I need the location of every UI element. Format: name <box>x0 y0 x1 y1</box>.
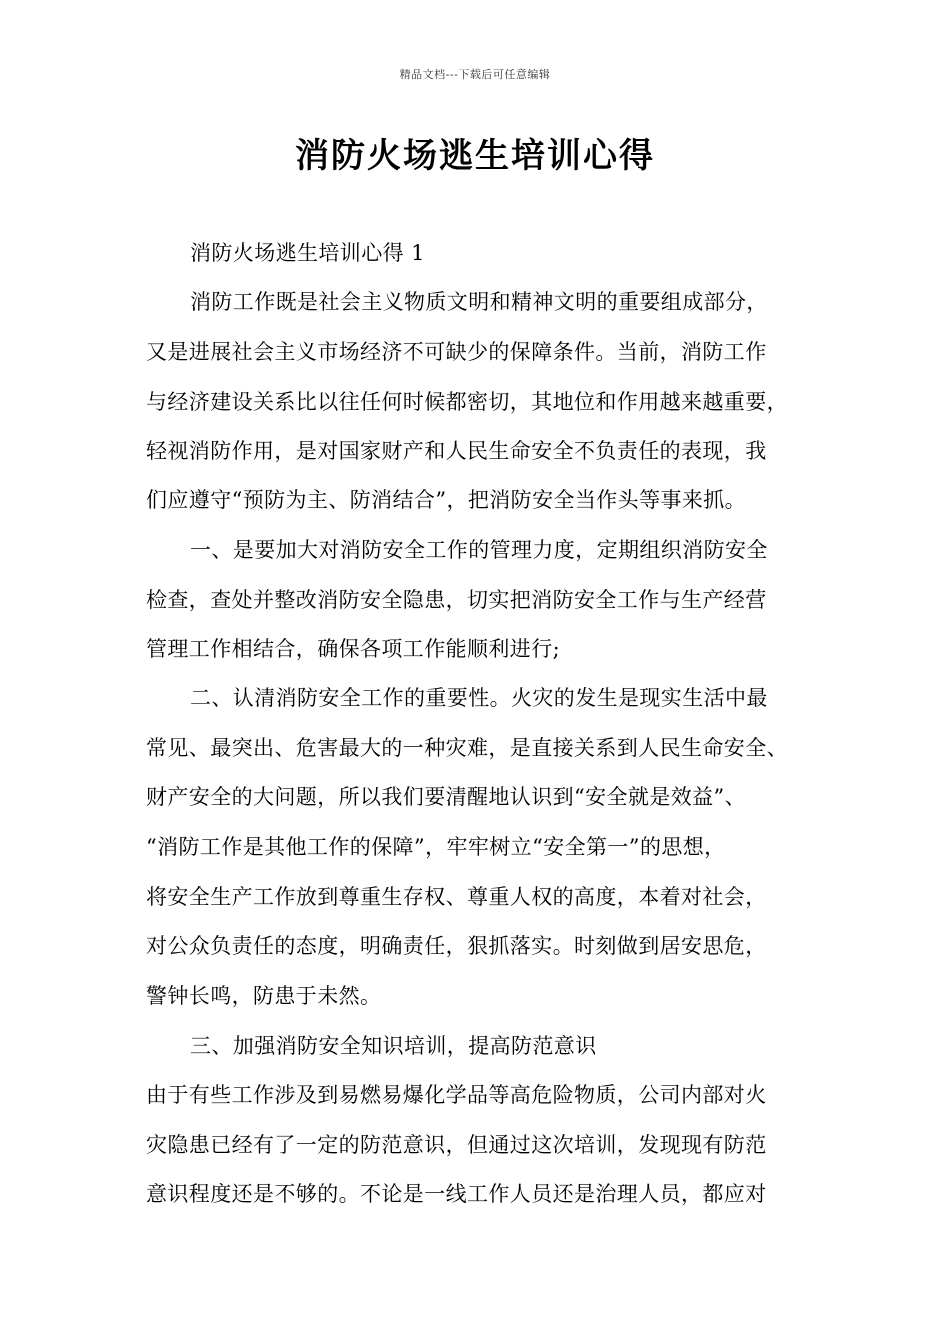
paragraph-line: 又是进展社会主义市场经济不可缺少的保障条件。当前，消防工作 <box>146 340 767 364</box>
paragraph-line: 们应遵守“预防为主、防消结合”，把消防安全当作头等事来抓。 <box>146 488 747 512</box>
section-heading: 三、加强消防安全知识培训，提高防范意识 <box>190 1034 597 1058</box>
header-note: 精品文档---下载后可任意编辑 <box>399 68 551 81</box>
subtitle-line: 消防火场逃生培训心得 1 <box>190 241 425 265</box>
paragraph-line: 常见、最突出、危害最大的一种灾难，是直接关系到人民生命安全、 <box>146 736 788 760</box>
document-title: 消防火场逃生培训心得 <box>295 136 655 176</box>
paragraph-line: 由于有些工作涉及到易燃易爆化学品等高危险物质，公司内部对火 <box>146 1083 767 1107</box>
paragraph-line: 对公众负责任的态度，明确责任，狠抓落实。时刻做到居安思危， <box>146 934 767 958</box>
paragraph-line: 警钟长鸣，防患于未然。 <box>146 984 382 1008</box>
paragraph-line: “消防工作是其他工作的保障”，牢牢树立“安全第一”的思想， <box>146 835 726 859</box>
paragraph-line: 一、是要加大对消防安全工作的管理力度，定期组织消防安全 <box>190 538 768 562</box>
paragraph-line: 与经济建设关系比以往任何时候都密切，其地位和作用越来越重要， <box>146 390 788 414</box>
paragraph-line: 管理工作相结合，确保各项工作能顺利进行; <box>146 637 561 661</box>
paragraph-line: 财产安全的大问题，所以我们要清醒地认识到“安全就是效益”、 <box>146 785 747 809</box>
paragraph-line: 灾隐患已经有了一定的防范意识，但通过这次培训，发现现有防范 <box>146 1133 767 1157</box>
paragraph-line: 轻视消防作用，是对国家财产和人民生命安全不负责任的表现，我 <box>146 439 767 463</box>
paragraph-line: 意识程度还是不够的。不论是一线工作人员还是治理人员，都应对 <box>146 1182 767 1206</box>
paragraph-line: 将安全生产工作放到尊重生存权、尊重人权的高度，本着对社会， <box>146 885 767 909</box>
paragraph-line: 消防工作既是社会主义物质文明和精神文明的重要组成部分， <box>190 290 768 314</box>
paragraph-line: 检查，查处并整改消防安全隐患，切实把消防安全工作与生产经营 <box>146 588 767 612</box>
paragraph-line: 二、认清消防安全工作的重要性。火灾的发生是现实生活中最 <box>190 686 768 710</box>
